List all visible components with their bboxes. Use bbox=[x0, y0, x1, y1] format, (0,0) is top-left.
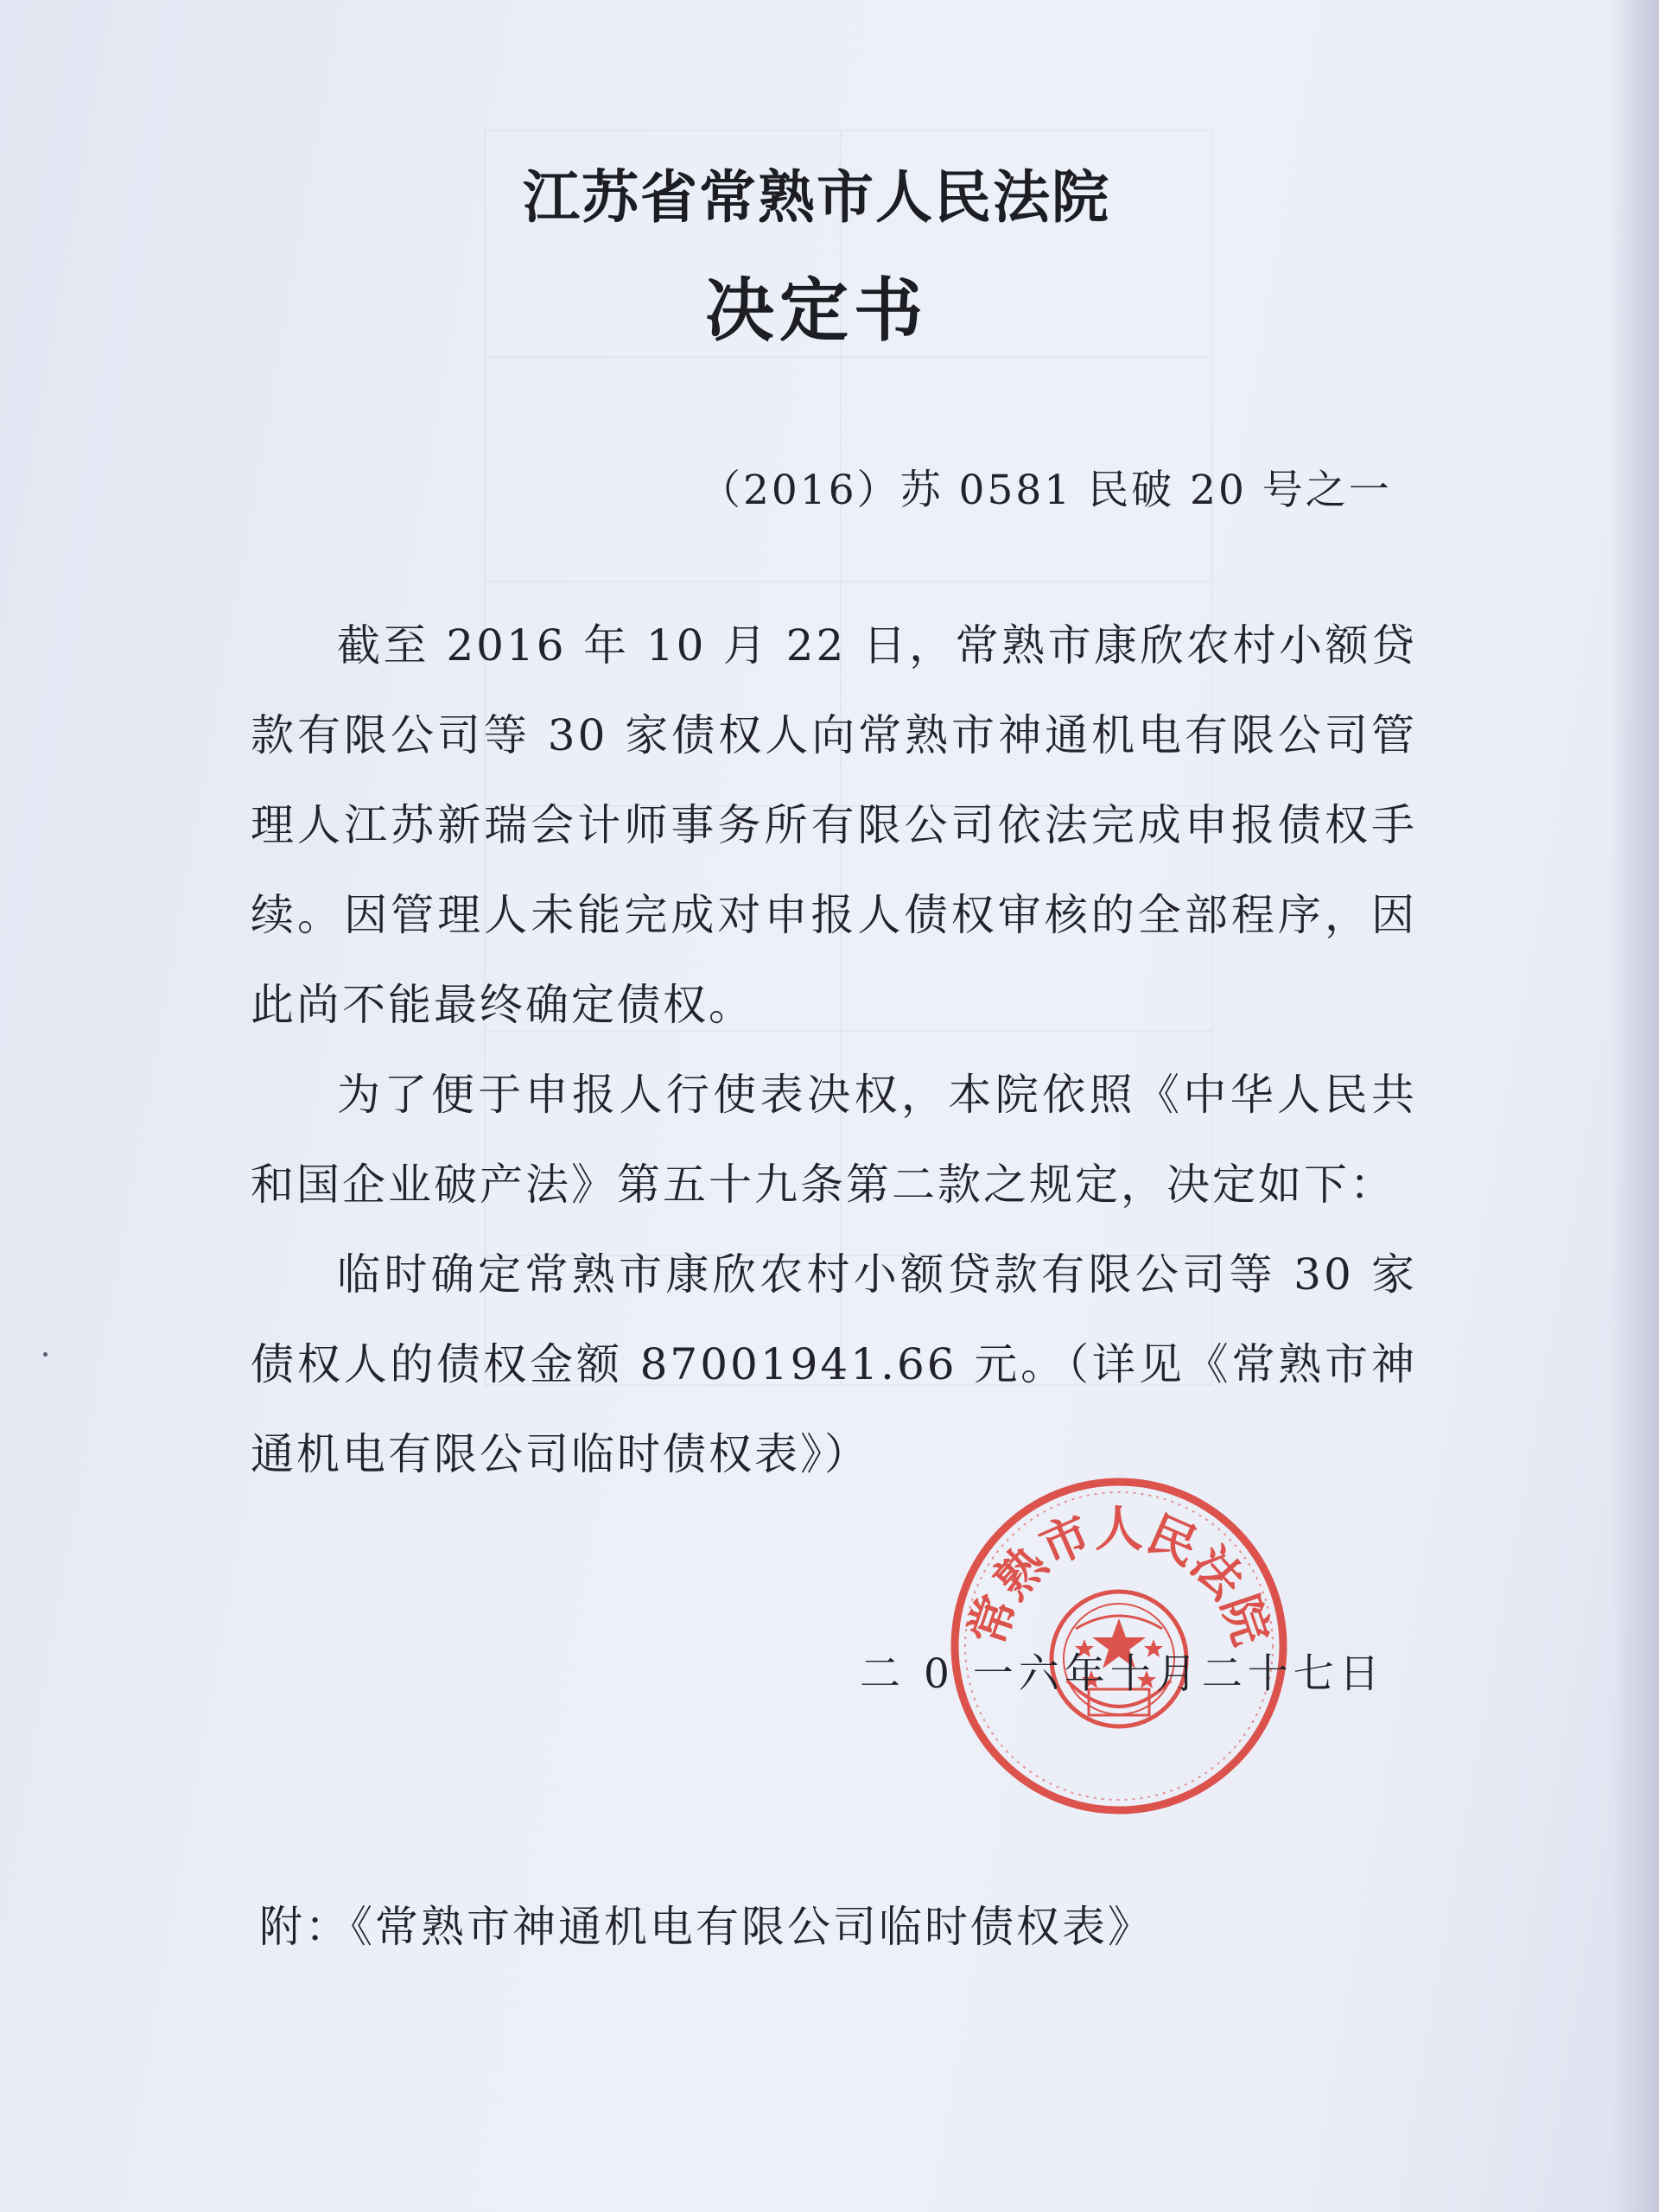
decision-body bbox=[251, 601, 1417, 1499]
issue-date: 二 0 一六年十月二十七日 bbox=[860, 1650, 1385, 1698]
body-paragraph-1: 截至 2016 年 10 月 22 日，常熟市康欣农村小额贷款有限公司等 30 家债权人向常熟市神通机电有限公司管理人江苏新瑞会计师事务所有限公司依法完成申报债权手续。因管理人未能完成对申报人债权审核的全部程序，因此尚不能最终确定债权。 bbox=[251, 620, 1417, 1030]
paper-speck bbox=[43, 1352, 48, 1357]
document-type-heading: 决定书 bbox=[705, 270, 928, 351]
body-paragraph-3: 临时确定常熟市康欣农村小额贷款有限公司等 30 家债权人的债权金额 87001941.66 元。（详见《常熟市神通机电有限公司临时债权表》） bbox=[251, 1249, 1417, 1479]
attachment-note: 附：《常熟市神通机电有限公司临时债权表》 bbox=[259, 1902, 1154, 1952]
seal-lettering: 常熟市人民法院 bbox=[957, 1501, 1281, 1652]
body-paragraph-2: 为了便于申报人行使表决权，本院依照《中华人民共和国企业破产法》第五十九条第二款之规定，决定如下： bbox=[251, 1070, 1417, 1210]
court-name-heading: 江苏省常熟市人民法院 bbox=[523, 163, 1110, 231]
case-number: （2016）苏 0581 民破 20 号之一 bbox=[700, 467, 1392, 514]
